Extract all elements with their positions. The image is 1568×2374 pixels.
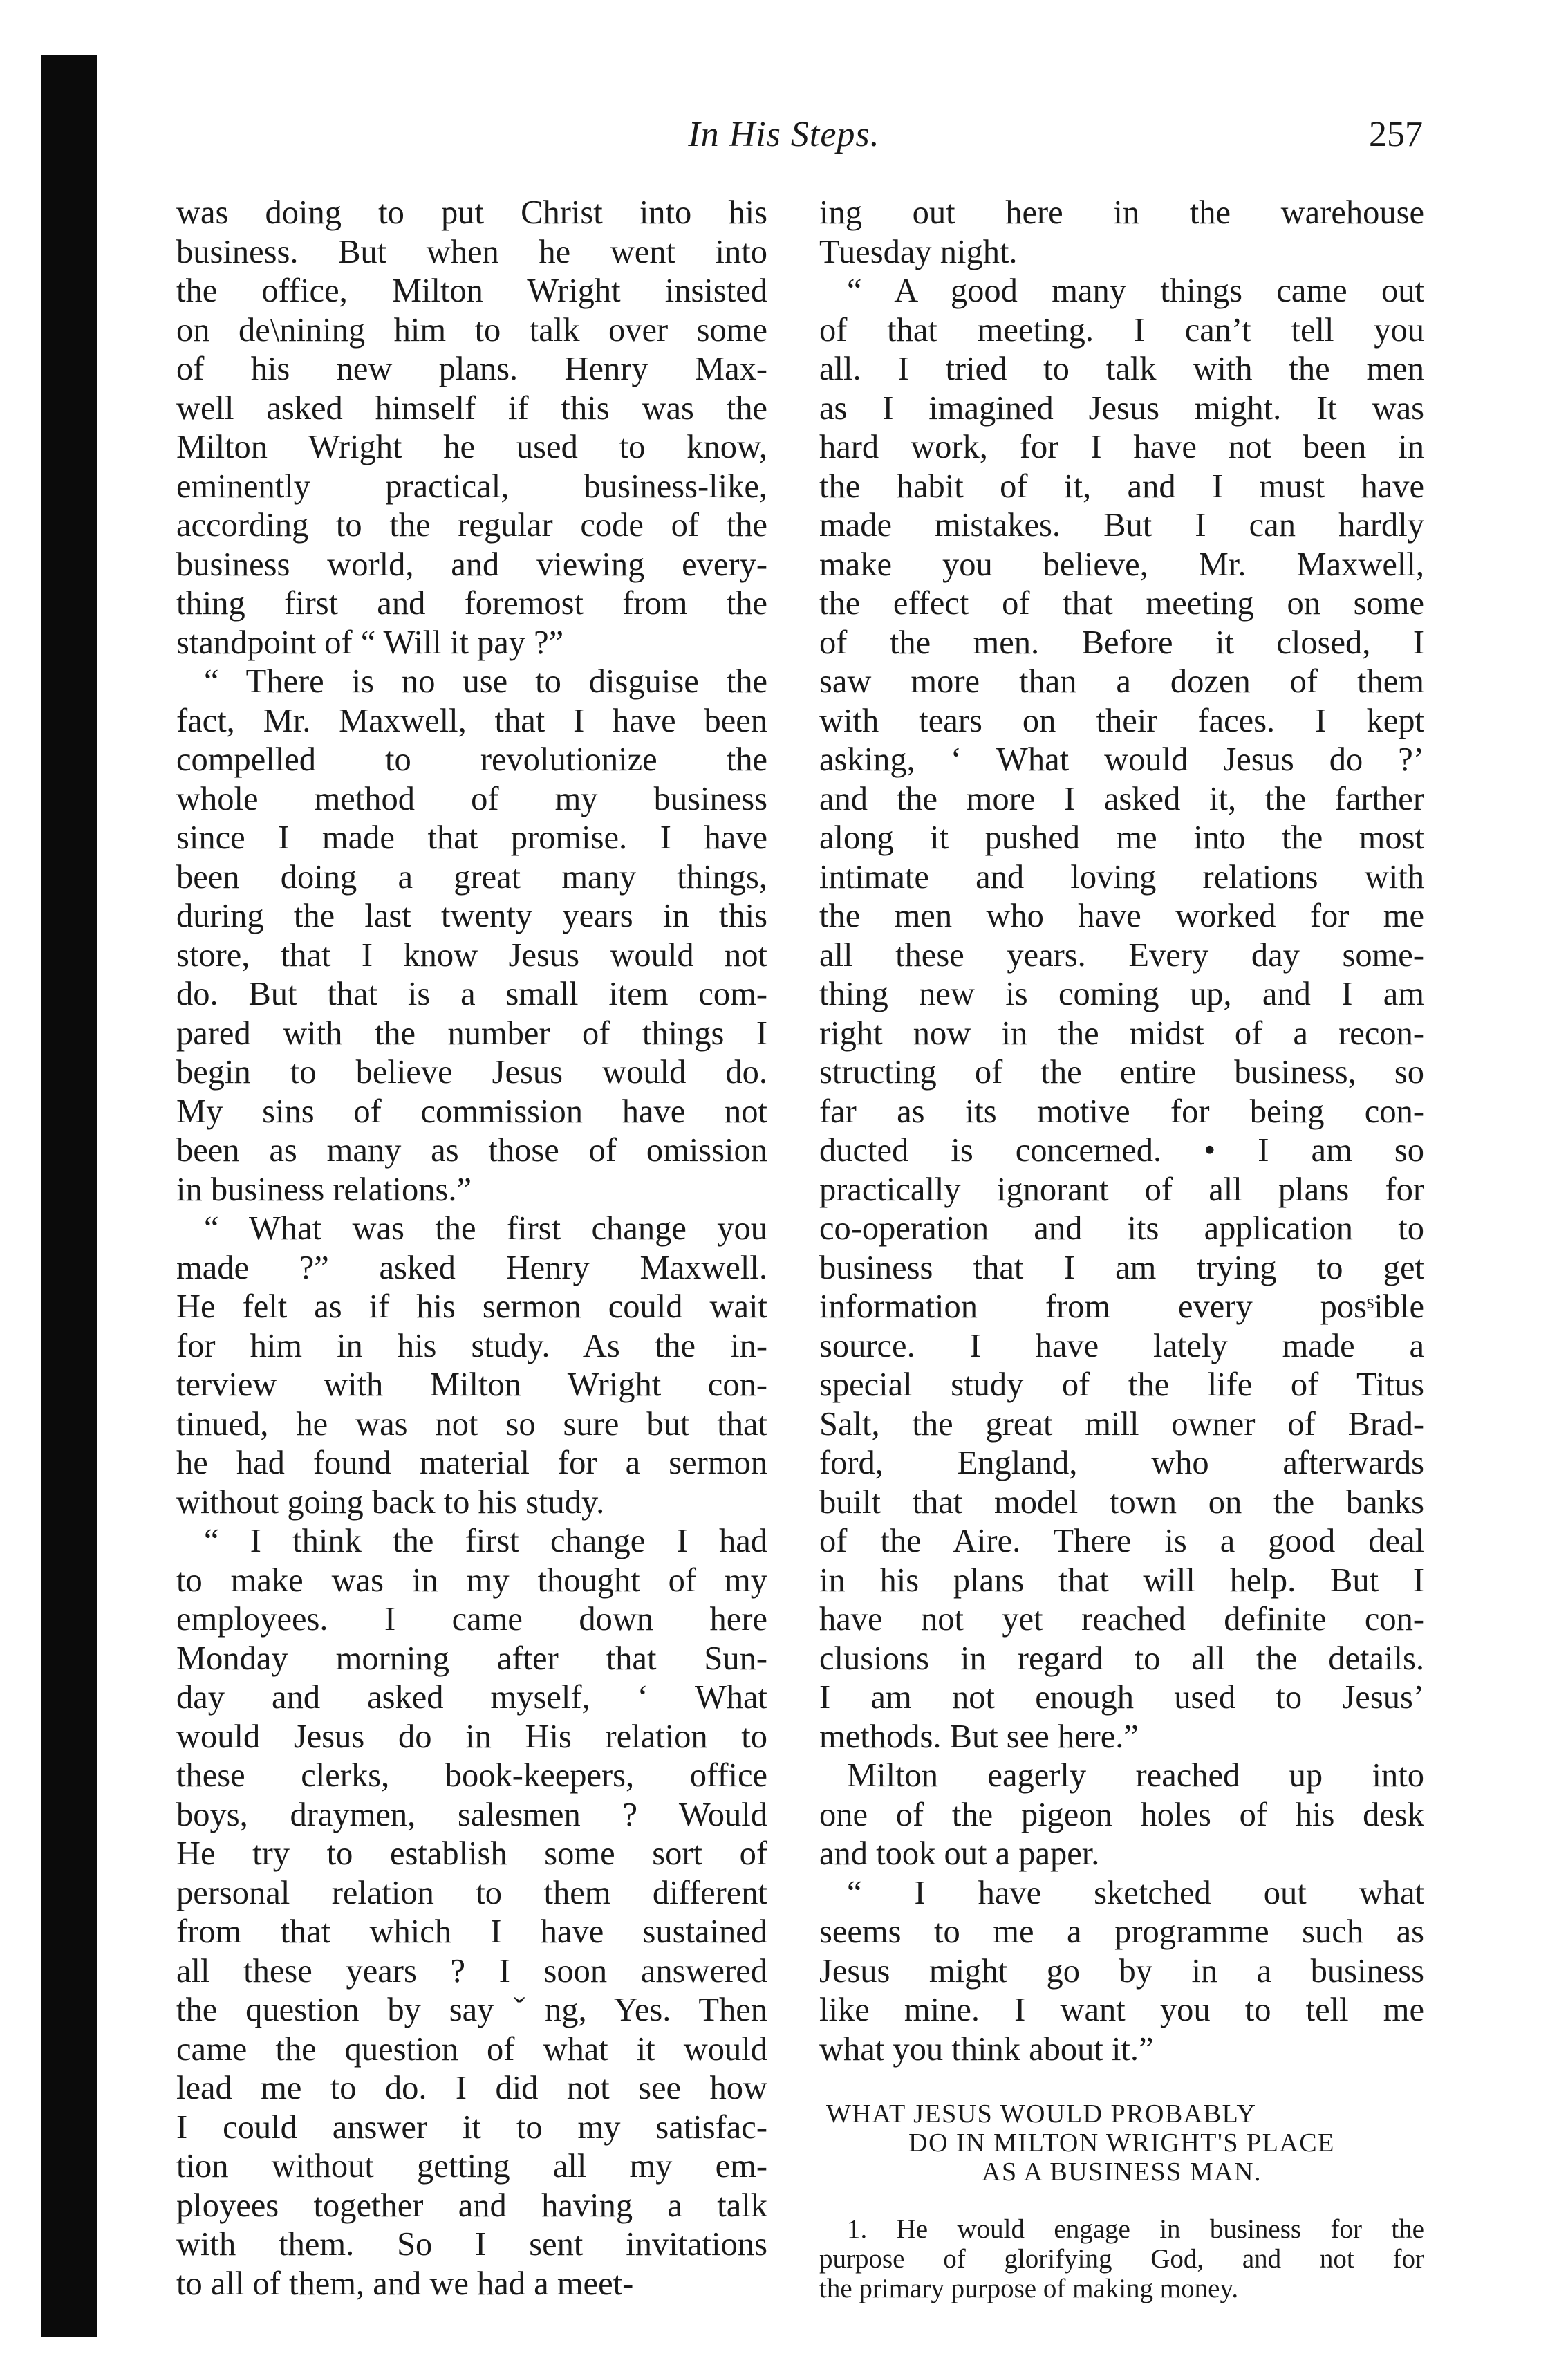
- text-line: co-operation and its application to: [819, 1210, 1424, 1247]
- text-line: eminently practical, business-like,: [176, 467, 767, 505]
- numbered-item-line: the primary purpose of making money.: [819, 2274, 1239, 2303]
- page-number: 257: [1369, 115, 1423, 154]
- text-line: boys, draymen, salesmen ? Would: [176, 1796, 767, 1833]
- text-line: I could answer it to my satisfac-: [176, 2108, 767, 2146]
- text-line: clusions in regard to all the details.: [819, 1640, 1424, 1677]
- text-line: Milton Wright he used to know,: [176, 429, 767, 465]
- page-binding-shadow: [41, 55, 97, 2337]
- text-line: was doing to put Christ into his: [176, 194, 767, 231]
- text-line: with them. So I sent invitations: [176, 2226, 767, 2263]
- text-line: special study of the life of Titus: [819, 1366, 1424, 1403]
- text-line: source. I have lately made a: [819, 1327, 1424, 1364]
- text-line: saw more than a dozen of them: [819, 663, 1424, 700]
- text-line: made ?” asked Henry Maxwell.: [176, 1249, 767, 1286]
- text-line: thing first and foremost from the: [176, 585, 767, 622]
- text-line: “ I think the first change I had: [204, 1523, 767, 1559]
- text-line: along it pushed me into the most: [819, 819, 1424, 856]
- text-line: pared with the number of things I: [176, 1014, 767, 1052]
- text-line: He felt as if his sermon could wait: [176, 1288, 767, 1325]
- text-line: Milton eagerly reached up into: [847, 1757, 1424, 1794]
- numbered-item: [819, 2214, 1424, 2303]
- text-line: built that model town on the banks: [819, 1483, 1424, 1521]
- text-line: he had found material for a sermon: [176, 1445, 767, 1481]
- text-line: these clerks, book-keepers, office: [176, 1757, 767, 1794]
- text-line: My sins of commission have not: [176, 1093, 767, 1130]
- text-line: seems to me a programme such as: [819, 1913, 1424, 1950]
- text-line: all. I tried to talk with the men: [819, 351, 1424, 387]
- text-line: with tears on their faces. I kept: [819, 702, 1424, 739]
- text-line: fact, Mr. Maxwell, that I have been: [176, 702, 767, 739]
- text-line: made mistakes. But I can hardly: [819, 507, 1424, 544]
- text-line: the effect of that meeting on some: [819, 585, 1424, 622]
- text-line: “ I have sketched out what: [847, 1874, 1424, 1911]
- text-line: during the last twenty years in this: [176, 898, 767, 934]
- text-line: practically ignorant of all plans for: [819, 1171, 1424, 1208]
- text-line: ducted is concerned. • I am so: [819, 1132, 1424, 1169]
- text-line: “ What was the first change you: [204, 1210, 767, 1247]
- text-line: the men who have worked for me: [819, 898, 1424, 934]
- text-line: whole method of my business: [176, 780, 767, 817]
- text-line: all these years. Every day some-: [819, 936, 1424, 974]
- text-line: all these years ? I soon answered: [176, 1952, 767, 1990]
- right-column: [819, 194, 1424, 2303]
- text-line: of the Aire. There is a good deal: [819, 1523, 1424, 1559]
- text-line: “ A good many things came out: [847, 272, 1424, 309]
- text-line: what you think about it.”: [819, 2030, 1154, 2068]
- text-line: structing of the entire business, so: [819, 1054, 1424, 1091]
- text-line: standpoint of “ Will it pay ?”: [176, 624, 564, 661]
- text-line: from that which I have sustained: [176, 1913, 767, 1950]
- text-line: in his plans that will help. But I: [819, 1561, 1424, 1599]
- text-line: store, that I know Jesus would not: [176, 936, 767, 974]
- left-column: [176, 194, 767, 2303]
- text-line: business world, and viewing every-: [176, 546, 767, 583]
- text-line: begin to believe Jesus would do.: [176, 1054, 767, 1091]
- text-line: without going back to his study.: [176, 1483, 605, 1521]
- text-line: employees. I came down here: [176, 1601, 767, 1638]
- right-column-text: [819, 194, 1424, 2069]
- text-line: far as its motive for being con-: [819, 1093, 1424, 1130]
- section-heading: [819, 2099, 1424, 2187]
- text-line: to all of them, and we had a meet-: [176, 2265, 634, 2302]
- text-line: tion without getting all my em-: [176, 2148, 767, 2185]
- text-line: and the more I asked it, the farther: [819, 780, 1424, 817]
- text-line: tinued, he was not so sure but that: [176, 1405, 767, 1443]
- running-head: [0, 114, 1568, 169]
- text-line: business. But when he went into: [176, 233, 767, 270]
- running-title: In His Steps.: [688, 115, 880, 154]
- numbered-item-line: purpose of glorifying God, and not for: [819, 2244, 1424, 2274]
- heading-line: WHAT JESUS WOULD PROBABLY: [826, 2099, 1257, 2129]
- text-line: been doing a great many things,: [176, 858, 767, 896]
- text-line: since I made that promise. I have: [176, 819, 767, 856]
- text-line: of the men. Before it closed, I: [819, 624, 1424, 661]
- text-line: ford, England, who afterwards: [819, 1445, 1424, 1481]
- text-line: to make was in my thought of my: [176, 1561, 767, 1599]
- text-line: have not yet reached definite con-: [819, 1601, 1424, 1638]
- text-line: of that meeting. I can’t tell you: [819, 311, 1424, 349]
- text-line: would Jesus do in His relation to: [176, 1718, 767, 1755]
- text-line: Monday morning after that Sun-: [176, 1640, 767, 1677]
- text-line: business that I am trying to get: [819, 1249, 1424, 1286]
- text-line: Salt, the great mill owner of Brad-: [819, 1405, 1424, 1443]
- text-line: I am not enough used to Jesus’: [819, 1679, 1424, 1716]
- text-line: day and asked myself, ‘ What: [176, 1679, 767, 1716]
- text-line: intimate and loving relations with: [819, 858, 1424, 896]
- text-line: Tuesday night.: [819, 233, 1018, 270]
- text-line: make you believe, Mr. Maxwell,: [819, 546, 1424, 583]
- text-line: terview with Milton Wright con-: [176, 1366, 767, 1403]
- text-line: ing out here in the warehouse: [819, 194, 1424, 231]
- text-line: methods. But see here.”: [819, 1718, 1139, 1755]
- text-line: hard work, for I have not been in: [819, 429, 1424, 465]
- text-line: as I imagined Jesus might. It was: [819, 389, 1424, 427]
- numbered-item-line: 1. He would engage in business for the: [847, 2214, 1424, 2244]
- text-line: do. But that is a small item com-: [176, 976, 767, 1012]
- text-line: compelled to revolutionize the: [176, 741, 767, 778]
- text-line: lead me to do. I did not see how: [176, 2070, 767, 2106]
- text-line: He try to establish some sort of: [176, 1835, 767, 1872]
- text-line: asking, ‘ What would Jesus do ?’: [819, 741, 1424, 778]
- text-line: one of the pigeon holes of his desk: [819, 1796, 1424, 1833]
- text-line: the office, Milton Wright insisted: [176, 272, 767, 309]
- text-line: on de\nining him to talk over some: [176, 311, 767, 349]
- text-line: information from every posˢible: [819, 1288, 1424, 1325]
- text-line: the habit of it, and I must have: [819, 467, 1424, 505]
- text-line: Jesus might go by in a business: [819, 1952, 1424, 1990]
- text-line: thing new is coming up, and I am: [819, 976, 1424, 1012]
- text-line: of his new plans. Henry Max-: [176, 351, 767, 387]
- text-line: personal relation to them different: [176, 1874, 767, 1911]
- text-line: like mine. I want you to tell me: [819, 1992, 1424, 2028]
- text-line: ployees together and having a talk: [176, 2187, 767, 2224]
- text-line: came the question of what it would: [176, 2030, 767, 2068]
- heading-line: DO IN MILTON WRIGHT'S PLACE: [908, 2129, 1335, 2158]
- text-line: “ There is no use to disguise the: [204, 663, 767, 700]
- text-line: well asked himself if this was the: [176, 389, 767, 427]
- text-line: the question by sayˇng, Yes. Then: [176, 1992, 767, 2028]
- text-line: right now in the midst of a recon-: [819, 1014, 1424, 1052]
- heading-line: AS A BUSINESS MAN.: [982, 2158, 1262, 2187]
- text-line: been as many as those of omission: [176, 1132, 767, 1169]
- text-line: according to the regular code of the: [176, 507, 767, 544]
- text-line: in business relations.”: [176, 1171, 472, 1208]
- text-line: and took out a paper.: [819, 1835, 1100, 1872]
- text-line: for him in his study. As the in-: [176, 1327, 767, 1364]
